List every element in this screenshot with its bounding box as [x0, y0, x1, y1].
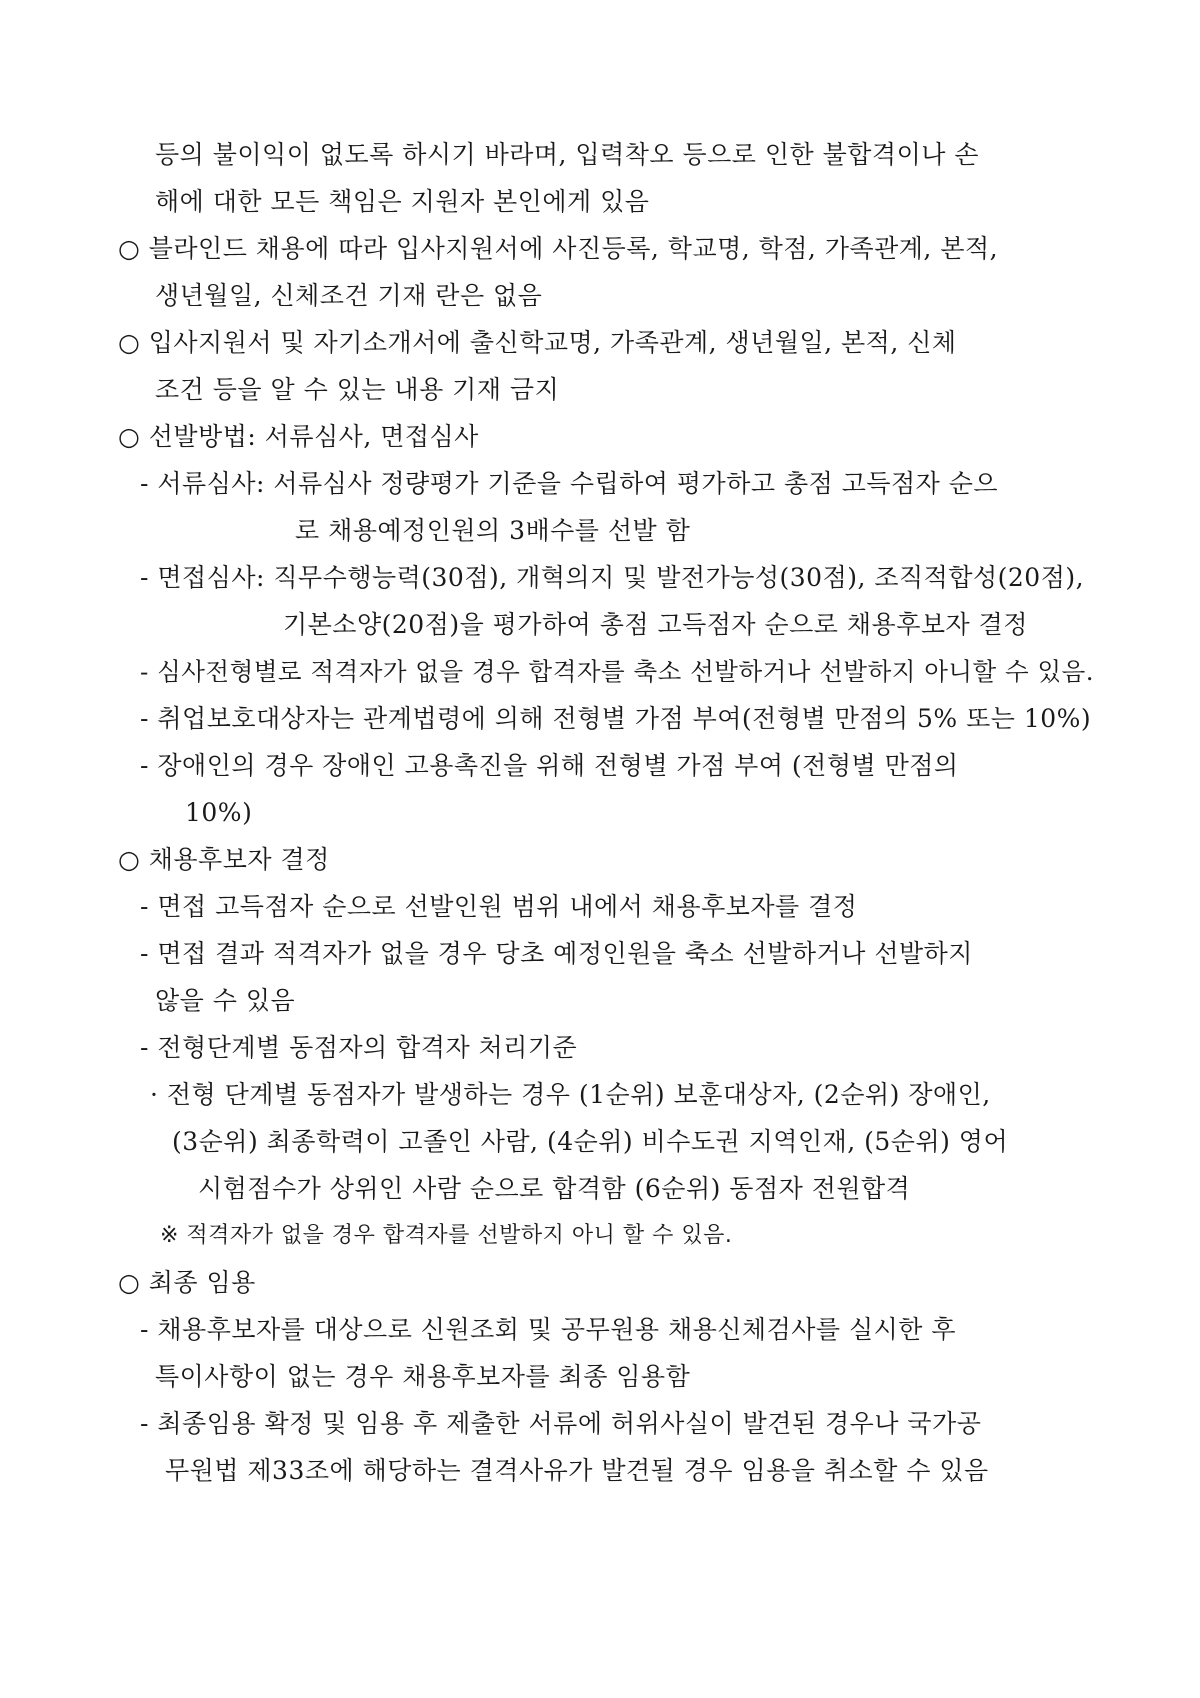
text-line: · 전형 단계별 동점자가 발생하는 경우 (1순위) 보훈대상자, (2순위) 장애인, [150, 1080, 991, 1109]
text-line: 특이사항이 없는 경우 채용후보자를 최종 임용함 [155, 1362, 691, 1391]
text-line: 시험점수가 상위인 사람 순으로 합격함 (6순위) 동점자 전원합격 [198, 1174, 911, 1203]
text-line: 조건 등을 알 수 있는 내용 기재 금지 [155, 375, 560, 404]
text-line: - 심사전형별로 적격자가 없을 경우 합격자를 축소 선발하거나 선발하지 아니할 수 있음. [140, 657, 1095, 686]
text-line: ○ 블라인드 채용에 따라 입사지원서에 사진등록, 학교명, 학점, 가족관계, 본적, [118, 234, 999, 263]
text-line: (3순위) 최종학력이 고졸인 사람, (4순위) 비수도권 지역인재, (5순위) 영어 [172, 1127, 1009, 1156]
text-line: 생년월일, 신체조건 기재 란은 없음 [155, 281, 543, 310]
text-line: 기본소양(20점)을 평가하여 총점 고득점자 순으로 채용후보자 결정 [283, 610, 1028, 639]
text-line: - 전형단계별 동점자의 합격자 처리기준 [140, 1033, 578, 1062]
text-line: - 최종임용 확정 및 임용 후 제출한 서류에 허위사실이 발견된 경우나 국가공 [140, 1409, 982, 1438]
section-heading: ○ 선발방법: 서류심사, 면접심사 [118, 422, 479, 451]
text-line: - 채용후보자를 대상으로 신원조회 및 공무원용 채용신체검사를 실시한 후 [140, 1315, 957, 1344]
text-line: 무원법 제33조에 해당하는 결격사유가 발견될 경우 임용을 취소할 수 있음 [165, 1456, 989, 1485]
text-line: 로 채용예정인원의 3배수를 선발 함 [295, 516, 691, 545]
note-line: ※ 적격자가 없을 경우 합격자를 선발하지 아니 할 수 있음. [160, 1223, 733, 1248]
text-line: - 면접 고득점자 순으로 선발인원 범위 내에서 채용후보자를 결정 [140, 892, 858, 921]
text-line: ○ 입사지원서 및 자기소개서에 출신학교명, 가족관계, 생년월일, 본적, 신체 [118, 328, 957, 357]
text-line: - 장애인의 경우 장애인 고용촉진을 위해 전형별 가점 부여 (전형별 만점의 [140, 751, 959, 780]
section-heading: ○ 최종 임용 [118, 1268, 256, 1297]
text-line: 등의 불이익이 없도록 하시기 바라며, 입력착오 등으로 인한 불합격이나 손 [155, 140, 979, 169]
text-line: - 서류심사: 서류심사 정량평가 기준을 수립하여 평가하고 총점 고득점자 순으 [140, 469, 999, 498]
text-line: 10%) [185, 798, 253, 827]
text-line: - 면접심사: 직무수행능력(30점), 개혁의지 및 발전가능성(30점), 조직적합성(20점), [140, 563, 1085, 592]
text-line: - 취업보호대상자는 관계법령에 의해 전형별 가점 부여(전형별 만점의 5% 또는 10%) [140, 704, 1092, 733]
section-heading: ○ 채용후보자 결정 [118, 845, 330, 874]
text-line: - 면접 결과 적격자가 없을 경우 당초 예정인원을 축소 선발하거나 선발하지 [140, 939, 973, 968]
text-line: 해에 대한 모든 책임은 지원자 본인에게 있음 [155, 187, 650, 216]
text-line: 않을 수 있음 [155, 986, 296, 1015]
